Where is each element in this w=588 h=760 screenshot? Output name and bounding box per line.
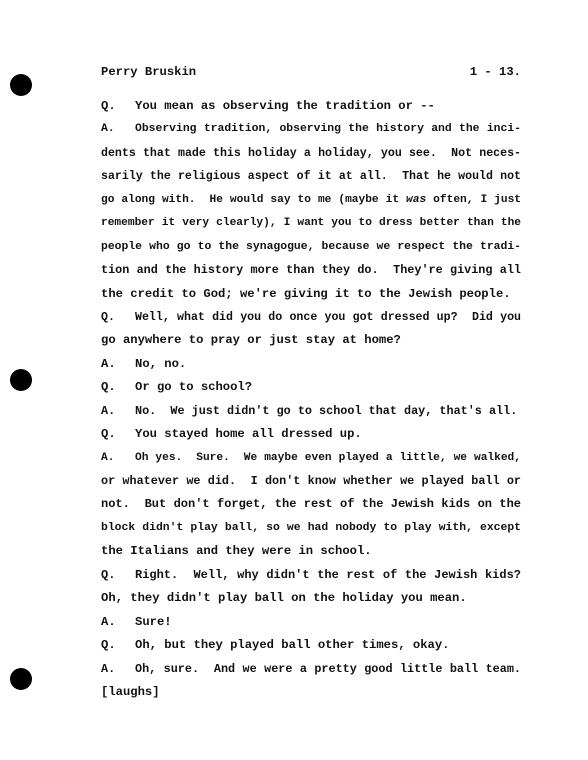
line-text: Oh yes. Sure. We maybe even played a little, we walked, bbox=[135, 451, 521, 464]
line-text: dents that made this holiday a holiday, you see. Not neces- bbox=[101, 146, 521, 160]
speaker-tag: Q. bbox=[101, 567, 116, 582]
line-text: Right. Well, why didn't the rest of the Jewish kids? bbox=[135, 567, 521, 582]
line-text: Sure! bbox=[135, 614, 172, 629]
transcript-line bbox=[101, 423, 521, 446]
transcript-line bbox=[101, 165, 521, 188]
transcript-line bbox=[101, 118, 521, 141]
transcript-line bbox=[101, 212, 521, 235]
speaker-tag: A. bbox=[101, 123, 115, 136]
transcript-line bbox=[101, 447, 521, 470]
line-text: people who go to the synagogue, because we respect the tradi- bbox=[101, 240, 521, 253]
line-text: the Italians and they were in school. bbox=[101, 544, 372, 559]
line-text: or whatever we did. I don't know whether we played ball or bbox=[101, 474, 521, 488]
transcript-line bbox=[101, 540, 521, 563]
line-text: sarily the religious aspect of it at all. That he would not bbox=[101, 170, 521, 184]
transcript-line bbox=[101, 283, 521, 306]
page-number: 1 - 13. bbox=[469, 65, 521, 79]
line-text: go along with. He would say to me (maybe it bbox=[101, 193, 407, 206]
line-text-emphasis: was bbox=[406, 193, 427, 206]
transcript-line bbox=[101, 564, 521, 587]
line-text: You stayed home all dressed up. bbox=[135, 427, 362, 442]
transcript-line bbox=[101, 470, 521, 493]
transcript-line bbox=[101, 587, 521, 610]
line-text: remember it very clearly), I want you to dress better than the bbox=[101, 217, 521, 230]
transcript-line bbox=[101, 681, 521, 704]
line-text: go anywhere to pray or just stay at home? bbox=[101, 333, 401, 348]
line-text: No. We just didn't go to school that day, that's all. bbox=[135, 403, 518, 418]
speaker-tag: Q. bbox=[101, 638, 116, 653]
transcript-line bbox=[101, 658, 521, 681]
speaker-tag: A. bbox=[101, 451, 115, 464]
transcript-line bbox=[101, 95, 521, 118]
line-text: No, no. bbox=[135, 356, 187, 371]
transcript-line bbox=[101, 611, 521, 634]
speaker-name: Perry Bruskin bbox=[101, 65, 197, 79]
transcript-line bbox=[101, 259, 521, 282]
speaker-tag: A. bbox=[101, 614, 116, 629]
line-text: often, I just bbox=[426, 193, 521, 206]
transcript-line bbox=[101, 306, 521, 329]
speaker-tag: Q. bbox=[101, 427, 116, 442]
transcript-line bbox=[101, 142, 521, 165]
line-text: Oh, but they played ball other times, okay. bbox=[135, 638, 450, 653]
punch-hole-top bbox=[10, 74, 32, 96]
line-text: Oh, sure. And we were a pretty good little ball team. bbox=[135, 661, 521, 676]
transcript-body bbox=[101, 95, 521, 704]
transcript-line bbox=[101, 400, 521, 423]
transcript-line bbox=[101, 236, 521, 259]
line-text: Well, what did you do once you got dressed up? Did you bbox=[135, 310, 521, 324]
speaker-tag: A. bbox=[101, 661, 116, 676]
punch-hole-bottom bbox=[10, 668, 32, 690]
transcript-line bbox=[101, 634, 521, 657]
transcript-line bbox=[101, 189, 521, 212]
transcript-line bbox=[101, 493, 521, 516]
line-text: [laughs] bbox=[101, 684, 160, 699]
line-text: You mean as observing the tradition or -- bbox=[135, 99, 435, 113]
punch-hole-middle bbox=[10, 369, 32, 391]
transcript-line bbox=[101, 329, 521, 352]
line-text: tion and the history more than they do. They're giving all bbox=[101, 263, 521, 278]
line-text: Or go to school? bbox=[135, 380, 253, 395]
speaker-tag: Q. bbox=[101, 380, 116, 395]
line-text: the credit to God; we're giving it to the Jewish people. bbox=[101, 286, 511, 301]
line-text: not. But don't forget, the rest of the Jewish kids on the bbox=[101, 497, 521, 512]
transcript-line bbox=[101, 353, 521, 376]
speaker-tag: Q. bbox=[101, 310, 115, 324]
line-text: block didn't play ball, so we had nobody to play with, except bbox=[101, 521, 521, 534]
transcript-line bbox=[101, 376, 521, 399]
speaker-tag: Q. bbox=[101, 99, 116, 113]
speaker-tag: A. bbox=[101, 356, 116, 371]
line-text: Oh, they didn't play ball on the holiday you mean. bbox=[101, 591, 467, 606]
line-text: Observing tradition, observing the history and the inci- bbox=[135, 123, 521, 136]
transcript-line bbox=[101, 517, 521, 540]
speaker-tag: A. bbox=[101, 403, 116, 418]
